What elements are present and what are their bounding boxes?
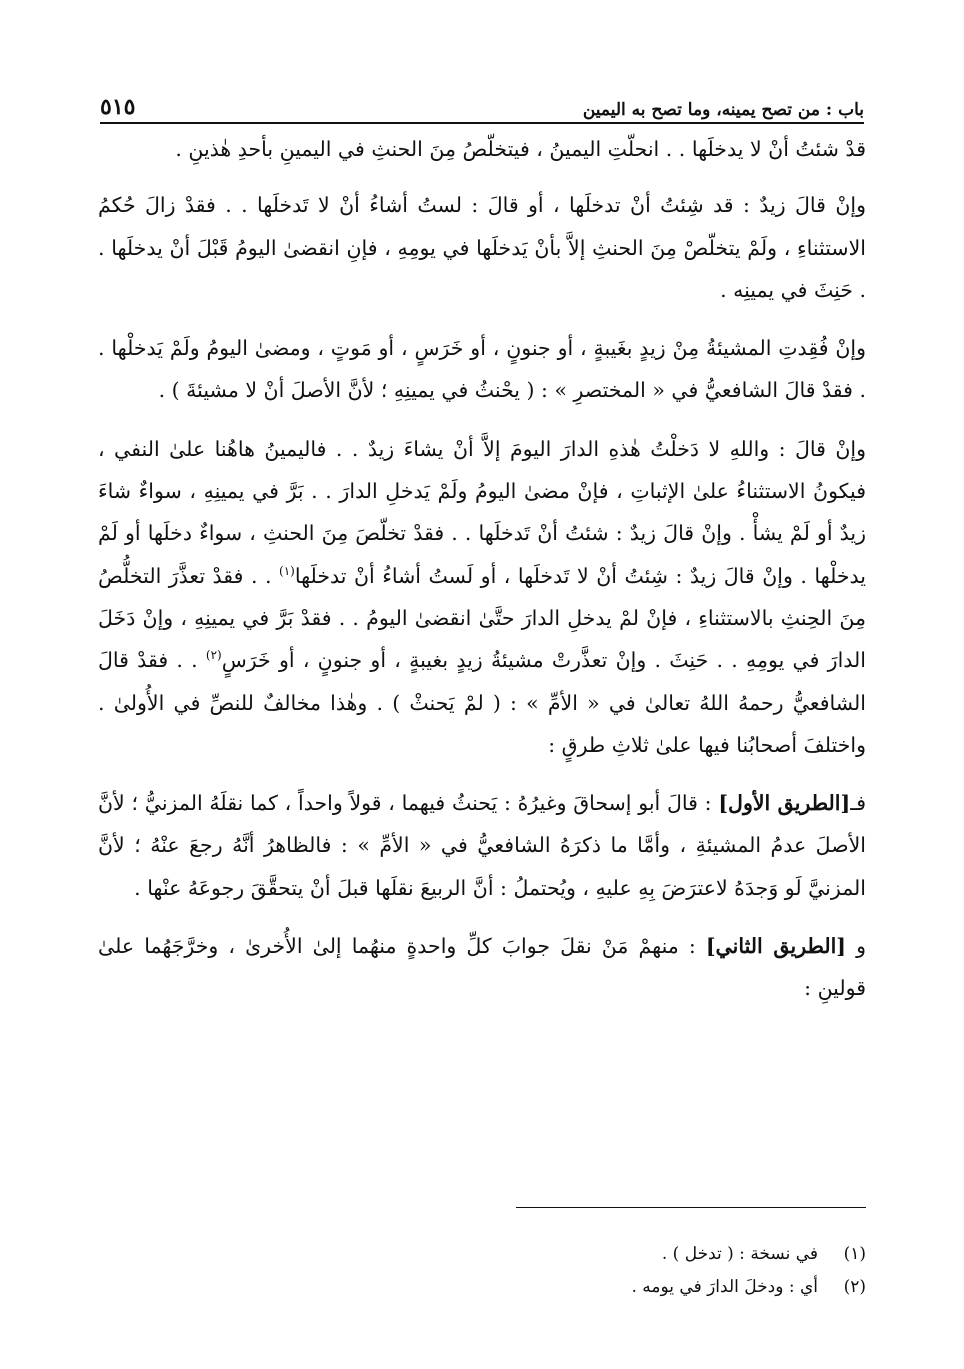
running-title: باب : من تصح يمينه، وما تصح به اليمين [582,100,864,120]
footnote-1-text: في نسخة : ( تدخل ) . [661,1244,818,1264]
footnote-2-number: (٢) [843,1277,866,1297]
footnotes [98,1238,866,1304]
header-rule [100,122,864,124]
paragraph-6-label: [الطريق الثاني] [705,934,846,959]
page-number: ٥١٥ [100,94,136,120]
paragraph-2: وإنْ قالَ زيدٌ : قد شِئتُ أنْ تدخلَها ، أو قالَ : لستُ أشاءُ أنْ لا تَدخلَها . . فقدْ زالَ حُكمُ الاستثناءِ ، ولَمْ يتخلّصْ مِنَ الحنثِ إلاَّ بأنْ يَدخلَها في يومِهِ ، فإنِ انقضىٰ اليومُ قَبْلَ أنْ يدخلَها . . حَنِثَ في يمينِه . [98,193,866,302]
paragraph-6 [98,925,866,1010]
paragraph-4-part-3: . . فقدْ قالَ الشافعيُّ رحمهُ اللهُ تعالىٰ في « الأمِّ » : ( لمْ يَحنثْ ) . وهٰذا مخالفٌ للنصِّ في الأُولىٰ . واختلفَ أصحابُنا فيها علىٰ ثلاثِ طرقٍ : [98,648,866,757]
paragraph-5-prefix: فـ [850,791,866,816]
page-header [100,86,864,120]
footnote-2 [98,1271,866,1304]
paragraph-6-text: : منهمْ مَنْ نقلَ جوابَ كلِّ واحدةٍ منهُما إلىٰ الأُخرىٰ ، وخرَّجَهُما علىٰ قولينِ : [98,934,866,1001]
footnote-2-text: أي : ودخلَ الدارَ في يومه . [631,1277,818,1297]
paragraph-5 [98,782,866,909]
paragraph-5-text: : قالَ أبو إسحاقَ وغيرُهُ : يَحنثُ فيهما ، قولاً واحداً ، كما نقلَهُ المزنيُّ ؛ لأنَّ الأصلَ عدمُ المشيئةِ ، وأمَّا ما ذكرَهُ الشافعيُّ في « الأمِّ » : فالظاهرُ أنَّهُ رجعَ عنْهُ ؛ لأنَّ المزنيَّ لَو وَجدَهُ لاعترَضَ بِهِ عليهِ ، ويُحتملُ : أنَّ الربيعَ نقلَها قبلَ أنْ يتحقَّقَ رجوعَهُ عنْها . [98,791,866,900]
paragraph-4 [98,428,866,766]
footnote-ref-1: (١) [279,563,295,578]
paragraph-1: قدْ شئتُ أنْ لا يدخلَها . . انحلّتِ اليمينُ ، فيتخلّصُ مِنَ الحنثِ في اليمينِ بأحدِ هٰذينِ . [175,137,866,161]
main-text [98,128,866,1026]
paragraph-4-part-1: وإنْ قالَ : واللهِ لا دَخلْتُ هٰذهِ الدارَ اليومَ إلاَّ أنْ يشاءَ زيدٌ . . فاليمينُ هاهُنا علىٰ النفي ، فيكونُ الاستثناءُ علىٰ الإثباتِ ، فإنْ مضىٰ اليومُ ولَمْ يَدخلِ الدارَ . . بَرَّ في يمينِهِ ، سواءٌ شاءَ زيدٌ أو لَمْ يشأْ . وإنْ قالَ زيدٌ : شئتُ أنْ تَدخلَها . . فقدْ تخلّصَ مِنَ الحنثِ ، سواءٌ دخلَها أو لَمْ يدخلْها . وإنْ قالَ زيدٌ : شِئتُ أنْ لا تَدخلَها ، أو لَستُ أشاءُ أنْ تدخلَها [98,436,866,588]
paragraph-5-label: [الطريق الأول] [718,791,851,816]
paragraph-4-part-2: . . فقدْ تعذَّرَ التخلُّصُ مِنَ الحِنثِ بالاستثناءِ ، فإنْ لمْ يدخلِ الدارَ حتَّىٰ انقضىٰ اليومُ . . فقدْ بَرَّ في يمينِهِ ، وإنْ دَخَلَ الدارَ في يومِهِ . . حَنِثَ . وإنْ تعذَّرتْ مشيئةُ زيدٍ بغيبةٍ ، أو جنونٍ ، أو خَرَسٍ [98,563,866,673]
paragraph-3: وإنْ فُقِدتِ المشيئةُ مِنْ زيدٍ بغَيبةٍ ، أو جنونٍ ، أو خَرَسٍ ، أو مَوتٍ ، ومضىٰ اليومُ ولَمْ يَدخلْها . . فقدْ قالَ الشافعيُّ في « المختصرِ » : ( يحْنثُ في يمينِهِ ؛ لأنَّ الأصلَ أنْ لا مشيئةَ ) . [98,336,866,403]
footnote-1 [98,1238,866,1271]
footnote-rule [516,1207,866,1208]
footnote-1-number: (١) [843,1244,866,1264]
paragraph-6-prefix: و [856,934,866,959]
footnote-ref-2: (٢) [205,648,222,663]
